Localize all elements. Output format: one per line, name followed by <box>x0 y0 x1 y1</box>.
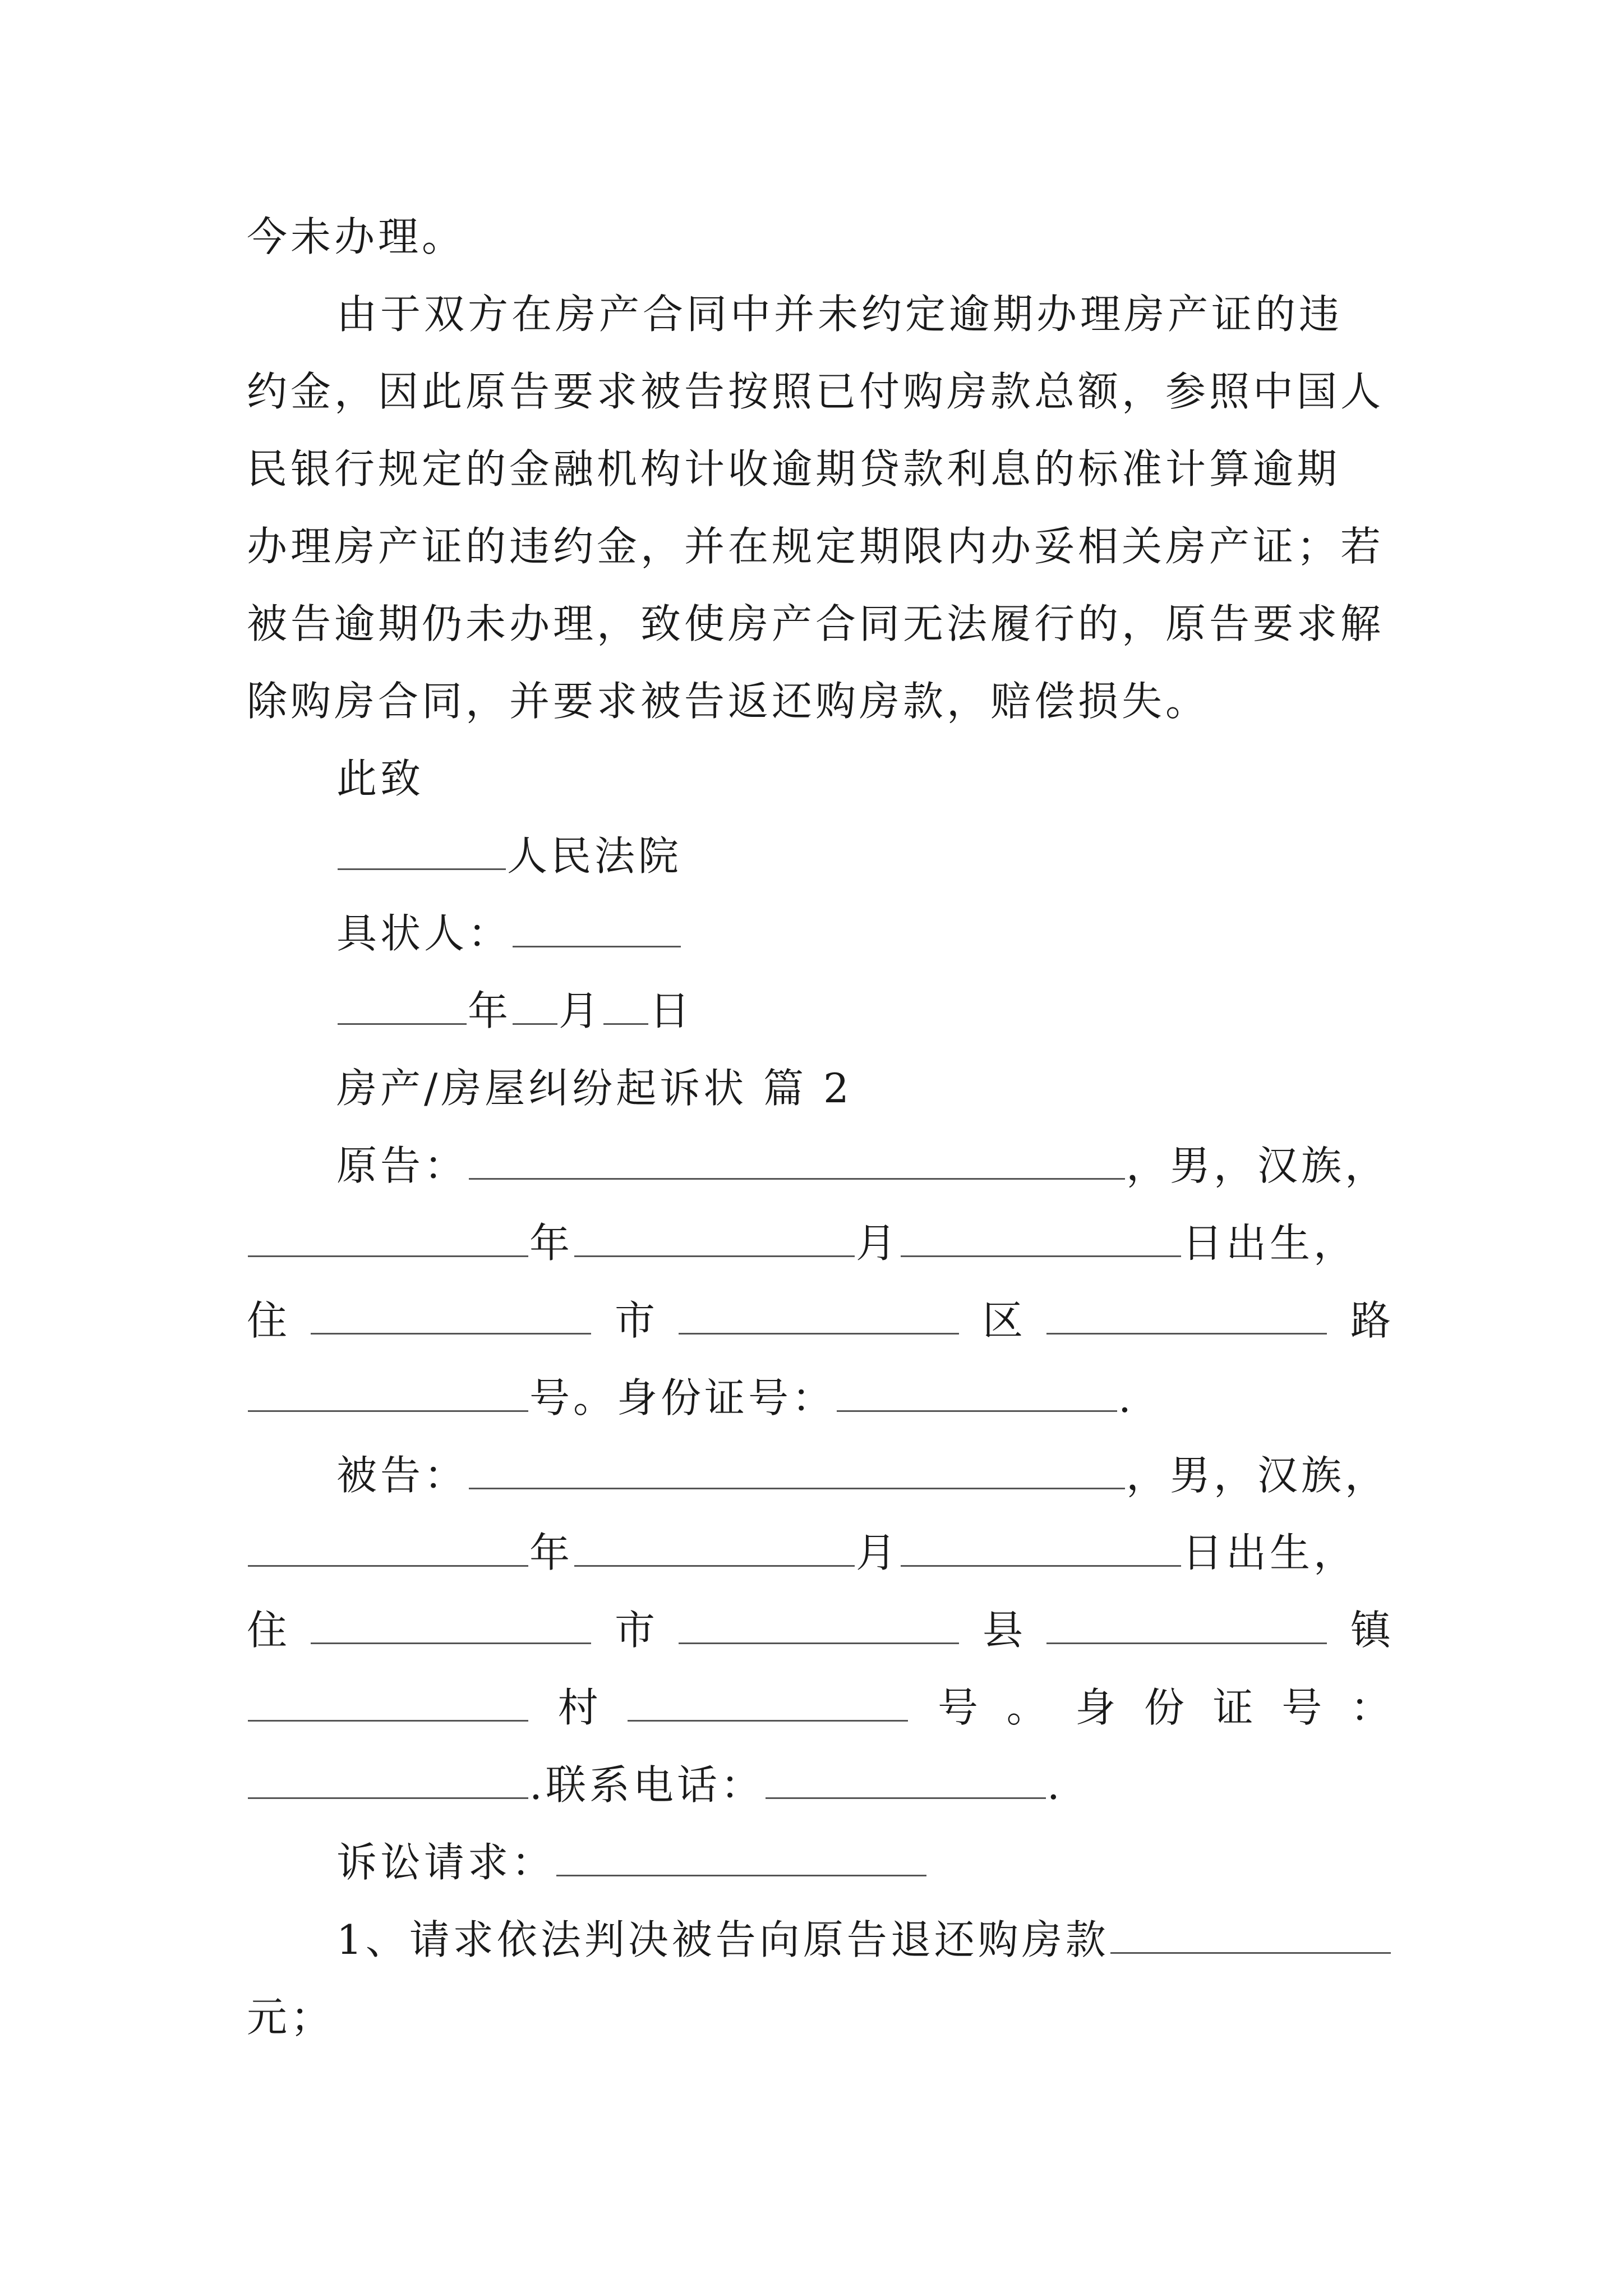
defendant-county-blank[interactable] <box>679 1602 959 1644</box>
defendant-birth-label: 日出生， <box>1182 1529 1358 1576</box>
plaintiff-birth-year-blank[interactable] <box>248 1215 528 1257</box>
plaintiff-name-blank[interactable] <box>469 1138 1125 1180</box>
defendant-town-label: 镇 <box>1350 1607 1391 1654</box>
defendant-village-label: 村 <box>557 1684 598 1731</box>
defendant-city-blank[interactable] <box>311 1602 591 1644</box>
defendant-year-label: 年 <box>529 1529 574 1576</box>
plaintiff-city-label: 市 <box>614 1297 655 1344</box>
defendant-phone-blank[interactable] <box>766 1757 1046 1799</box>
para-line-7: 除购房合同，并要求被告返还购房款，赔偿损失。 <box>247 678 1210 725</box>
date-year-label: 年 <box>468 987 512 1034</box>
defendant-phone-label: .联系电话： <box>529 1761 764 1809</box>
plaintiff-city-blank[interactable] <box>311 1292 591 1335</box>
plaintiff-line-4 <box>247 1370 1135 1426</box>
defendant-birth-day-blank[interactable] <box>901 1525 1181 1567</box>
plaintiff-birth-day-blank[interactable] <box>901 1215 1181 1257</box>
defendant-gender: ，男，汉族， <box>1126 1452 1389 1499</box>
plaintiff-district-label: 区 <box>982 1297 1023 1344</box>
defendant-live-label: 住 <box>247 1607 288 1654</box>
claim-item-1-unit: 元； <box>247 1994 335 2041</box>
date-month-label: 月 <box>559 987 603 1034</box>
plaintiff-district-blank[interactable] <box>679 1292 959 1335</box>
defendant-month-label: 月 <box>856 1529 900 1576</box>
claim-item-1-text: 1、请求依法判决被告向原告退还购房款 <box>336 1916 1109 1963</box>
plaintiff-line-3 <box>247 1292 1391 1349</box>
para-line-1: 今未办理。 <box>247 213 466 260</box>
plaintiff-road-blank[interactable] <box>1046 1292 1327 1335</box>
defendant-number-char: 份 <box>1144 1684 1184 1731</box>
para-line-4: 民银行规定的金融机构计收逾期贷款利息的标准计算逾期 <box>247 445 1341 493</box>
court-blank[interactable] <box>338 828 506 870</box>
plaintiff-end: . <box>1118 1374 1135 1421</box>
date-line <box>336 983 693 1039</box>
defendant-village-blank[interactable] <box>248 1680 528 1722</box>
defendant-line-5 <box>247 1757 1063 1813</box>
defendant-county-label: 县 <box>982 1607 1023 1654</box>
defendant-city-label: 市 <box>614 1607 655 1654</box>
plaintiff-road-label: 路 <box>1350 1297 1391 1344</box>
plaintiff-year-label: 年 <box>529 1220 574 1267</box>
para-line-3: 约金，因此原告要求被告按照已付购房款总额，参照中国人 <box>247 368 1385 415</box>
plaintiff-birth-label: 日出生， <box>1182 1220 1358 1267</box>
para-line-2: 由于双方在房产合同中并未约定逾期办理房产证的违 <box>336 291 1343 338</box>
defendant-number-blank[interactable] <box>628 1680 908 1722</box>
day-blank[interactable] <box>603 983 648 1025</box>
para-line-5: 办理房产证的违约金，并在规定期限内办妥相关房产证；若 <box>247 523 1385 570</box>
month-blank[interactable] <box>513 983 557 1025</box>
court-suffix: 人民法院 <box>507 832 683 880</box>
plaintiff-month-label: 月 <box>856 1220 900 1267</box>
defendant-line-4 <box>247 1680 1391 1736</box>
claim-item-1 <box>336 1912 1392 1968</box>
claims-blank[interactable] <box>556 1834 926 1876</box>
defendant-label: 被告： <box>336 1452 468 1499</box>
defendant-end: . <box>1046 1761 1063 1809</box>
plaintiff-birth-month-blank[interactable] <box>574 1215 855 1257</box>
plaintiff-line-1 <box>336 1138 1389 1194</box>
plaintiff-live-label: 住 <box>247 1297 288 1344</box>
defendant-number-char: ： <box>1350 1684 1391 1731</box>
plaintiff-id-label: 号。身份证号： <box>529 1374 836 1421</box>
defendant-birth-month-blank[interactable] <box>574 1525 855 1567</box>
defendant-number-char: 号 <box>937 1684 978 1731</box>
plaintiff-line-2 <box>247 1215 1357 1271</box>
plaintiff-number-blank[interactable] <box>248 1370 528 1412</box>
salutation: 此致 <box>336 755 425 802</box>
year-blank[interactable] <box>338 983 467 1025</box>
signer-label: 具状人： <box>336 910 512 957</box>
claims-label: 诉讼请求： <box>336 1839 556 1886</box>
court-line <box>336 828 682 884</box>
defendant-id-blank[interactable] <box>248 1757 528 1799</box>
date-day-label: 日 <box>649 987 694 1034</box>
plaintiff-gender: ，男，汉族， <box>1126 1142 1389 1189</box>
defendant-number-char: 。 <box>1006 1684 1047 1731</box>
defendant-town-blank[interactable] <box>1046 1602 1327 1644</box>
defendant-name-blank[interactable] <box>469 1447 1125 1489</box>
claims-line <box>336 1834 928 1890</box>
defendant-line-2 <box>247 1525 1357 1581</box>
section-title: 房产/房屋纠纷起诉状 篇 2 <box>336 1065 852 1112</box>
plaintiff-label: 原告： <box>336 1142 468 1189</box>
defendant-line-1 <box>336 1447 1389 1503</box>
plaintiff-id-blank[interactable] <box>837 1370 1117 1412</box>
defendant-number-char: 身 <box>1075 1684 1116 1731</box>
defendant-birth-year-blank[interactable] <box>248 1525 528 1567</box>
defendant-number-char: 证 <box>1212 1684 1253 1731</box>
para-line-6: 被告逾期仍未办理，致使房产合同无法履行的，原告要求解 <box>247 600 1385 647</box>
defendant-number-char: 号 <box>1281 1684 1322 1731</box>
signer-line <box>336 905 682 961</box>
signer-blank[interactable] <box>513 905 681 947</box>
defendant-line-3 <box>247 1602 1391 1658</box>
claim-amount-blank[interactable] <box>1110 1912 1391 1954</box>
